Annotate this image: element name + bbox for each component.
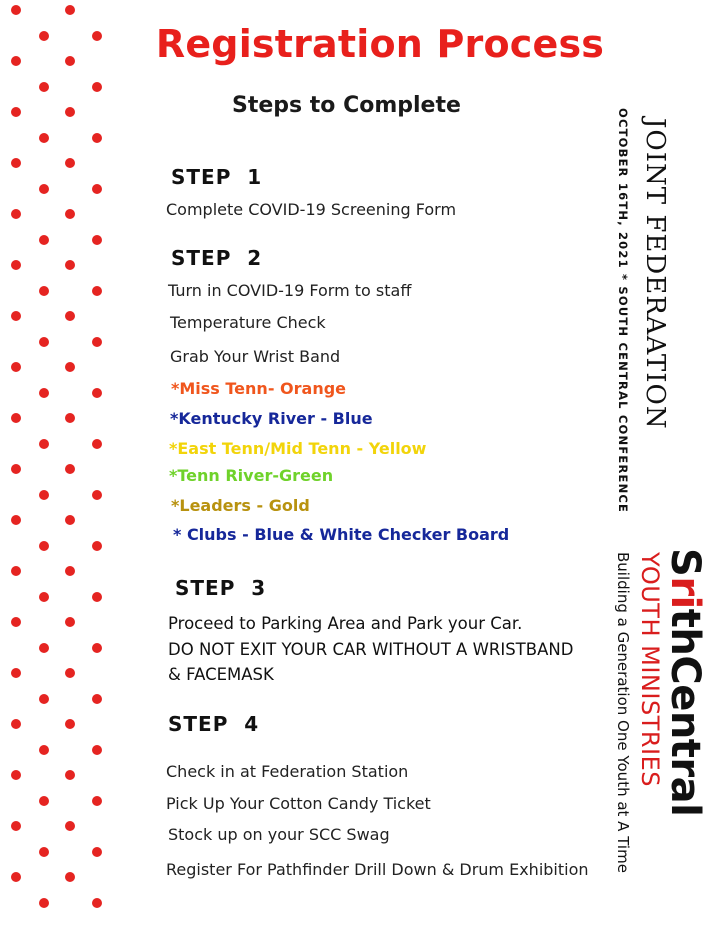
- decorative-dot: [11, 5, 21, 15]
- decorative-dot: [11, 413, 21, 423]
- brand-tagline: Building a Generation One Youth at A Time: [614, 552, 632, 873]
- decorative-dot: [65, 566, 75, 576]
- decorative-dot: [65, 362, 75, 372]
- decorative-dot: [92, 847, 102, 857]
- decorative-dot: [92, 31, 102, 41]
- decorative-dot: [92, 337, 102, 347]
- wristband-clubs: * Clubs - Blue & White Checker Board: [173, 525, 510, 544]
- page-subtitle: Steps to Complete: [232, 93, 461, 118]
- decorative-dot: [65, 719, 75, 729]
- decorative-dot: [11, 821, 21, 831]
- decorative-dot: [39, 184, 49, 194]
- decorative-dot: [11, 515, 21, 525]
- decorative-dot: [65, 158, 75, 168]
- decorative-dot: [92, 796, 102, 806]
- step-4-item: Check in at Federation Station: [166, 762, 409, 781]
- decorative-dot-pattern: [0, 0, 110, 932]
- step-3-heading: STEP 3: [175, 576, 267, 600]
- decorative-dot: [39, 643, 49, 653]
- decorative-dot: [65, 209, 75, 219]
- wristband-kentucky-river: *Kentucky River - Blue: [170, 409, 373, 428]
- decorative-dot: [92, 745, 102, 755]
- decorative-dot: [39, 796, 49, 806]
- step-4-heading: STEP 4: [168, 712, 260, 736]
- decorative-dot: [11, 872, 21, 882]
- decorative-dot: [65, 413, 75, 423]
- step-2-item: Turn in COVID-19 Form to staff: [168, 281, 412, 300]
- decorative-dot: [92, 541, 102, 551]
- decorative-dot: [92, 286, 102, 296]
- decorative-dot: [39, 439, 49, 449]
- step-2-item: Temperature Check: [170, 313, 326, 332]
- decorative-dot: [11, 311, 21, 321]
- decorative-dot: [39, 31, 49, 41]
- decorative-dot: [39, 745, 49, 755]
- event-subtitle-vertical: OCTOBER 16TH, 2021 * SOUTH CENTRAL CONFERENCE: [616, 108, 630, 514]
- brand-youth-ministries: YOUTH MINISTRIES: [636, 552, 664, 788]
- decorative-dot: [65, 311, 75, 321]
- decorative-dot: [11, 719, 21, 729]
- decorative-dot: [39, 592, 49, 602]
- step-2-heading: STEP 2: [171, 246, 263, 270]
- decorative-dot: [65, 821, 75, 831]
- decorative-dot: [39, 694, 49, 704]
- decorative-dot: [39, 898, 49, 908]
- step-4-item: Stock up on your SCC Swag: [168, 825, 390, 844]
- decorative-dot: [65, 464, 75, 474]
- decorative-dot: [92, 82, 102, 92]
- step-1-heading: STEP 1: [171, 165, 263, 189]
- decorative-dot: [11, 56, 21, 66]
- decorative-dot: [39, 541, 49, 551]
- decorative-dot: [11, 668, 21, 678]
- decorative-dot: [39, 337, 49, 347]
- decorative-dot: [11, 770, 21, 780]
- decorative-dot: [92, 439, 102, 449]
- step-1-item: Complete COVID-19 Screening Form: [166, 200, 457, 219]
- decorative-dot: [11, 464, 21, 474]
- page-title: Registration Process: [155, 22, 605, 66]
- wristband-miss-tenn: *Miss Tenn- Orange: [171, 379, 347, 398]
- decorative-dot: [65, 515, 75, 525]
- decorative-dot: [11, 158, 21, 168]
- step-3-item: & FACEMASK: [168, 665, 274, 684]
- decorative-dot: [39, 133, 49, 143]
- decorative-dot: [65, 668, 75, 678]
- decorative-dot: [39, 847, 49, 857]
- brand-logo-southcentral: SrithCentral: [662, 548, 708, 817]
- decorative-dot: [39, 82, 49, 92]
- wristband-tenn-river: *Tenn River-Green: [169, 466, 334, 485]
- decorative-dot: [11, 260, 21, 270]
- decorative-dot: [92, 388, 102, 398]
- decorative-dot: [65, 56, 75, 66]
- decorative-dot: [11, 617, 21, 627]
- wristband-east-mid-tenn: *East Tenn/Mid Tenn - Yellow: [169, 439, 427, 458]
- decorative-dot: [92, 643, 102, 653]
- decorative-dot: [65, 617, 75, 627]
- decorative-dot: [39, 286, 49, 296]
- decorative-dot: [39, 235, 49, 245]
- event-title-vertical: JOINT FEDERAATION: [640, 118, 670, 430]
- decorative-dot: [11, 566, 21, 576]
- decorative-dot: [92, 184, 102, 194]
- decorative-dot: [92, 694, 102, 704]
- decorative-dot: [39, 388, 49, 398]
- decorative-dot: [92, 592, 102, 602]
- step-4-item: Register For Pathfinder Drill Down & Drum Exhibition: [166, 860, 589, 879]
- step-2-item: Grab Your Wrist Band: [170, 347, 341, 366]
- decorative-dot: [39, 490, 49, 500]
- decorative-dot: [92, 898, 102, 908]
- step-3-item: Proceed to Parking Area and Park your Car.: [168, 614, 523, 633]
- decorative-dot: [92, 490, 102, 500]
- decorative-dot: [65, 770, 75, 780]
- wristband-leaders: *Leaders - Gold: [171, 496, 310, 515]
- decorative-dot: [92, 235, 102, 245]
- decorative-dot: [11, 362, 21, 372]
- step-3-item: DO NOT EXIT YOUR CAR WITHOUT A WRISTBAND: [168, 640, 574, 659]
- step-4-item: Pick Up Your Cotton Candy Ticket: [166, 794, 431, 813]
- decorative-dot: [65, 107, 75, 117]
- decorative-dot: [65, 260, 75, 270]
- decorative-dot: [92, 133, 102, 143]
- decorative-dot: [11, 107, 21, 117]
- decorative-dot: [65, 5, 75, 15]
- decorative-dot: [65, 872, 75, 882]
- decorative-dot: [11, 209, 21, 219]
